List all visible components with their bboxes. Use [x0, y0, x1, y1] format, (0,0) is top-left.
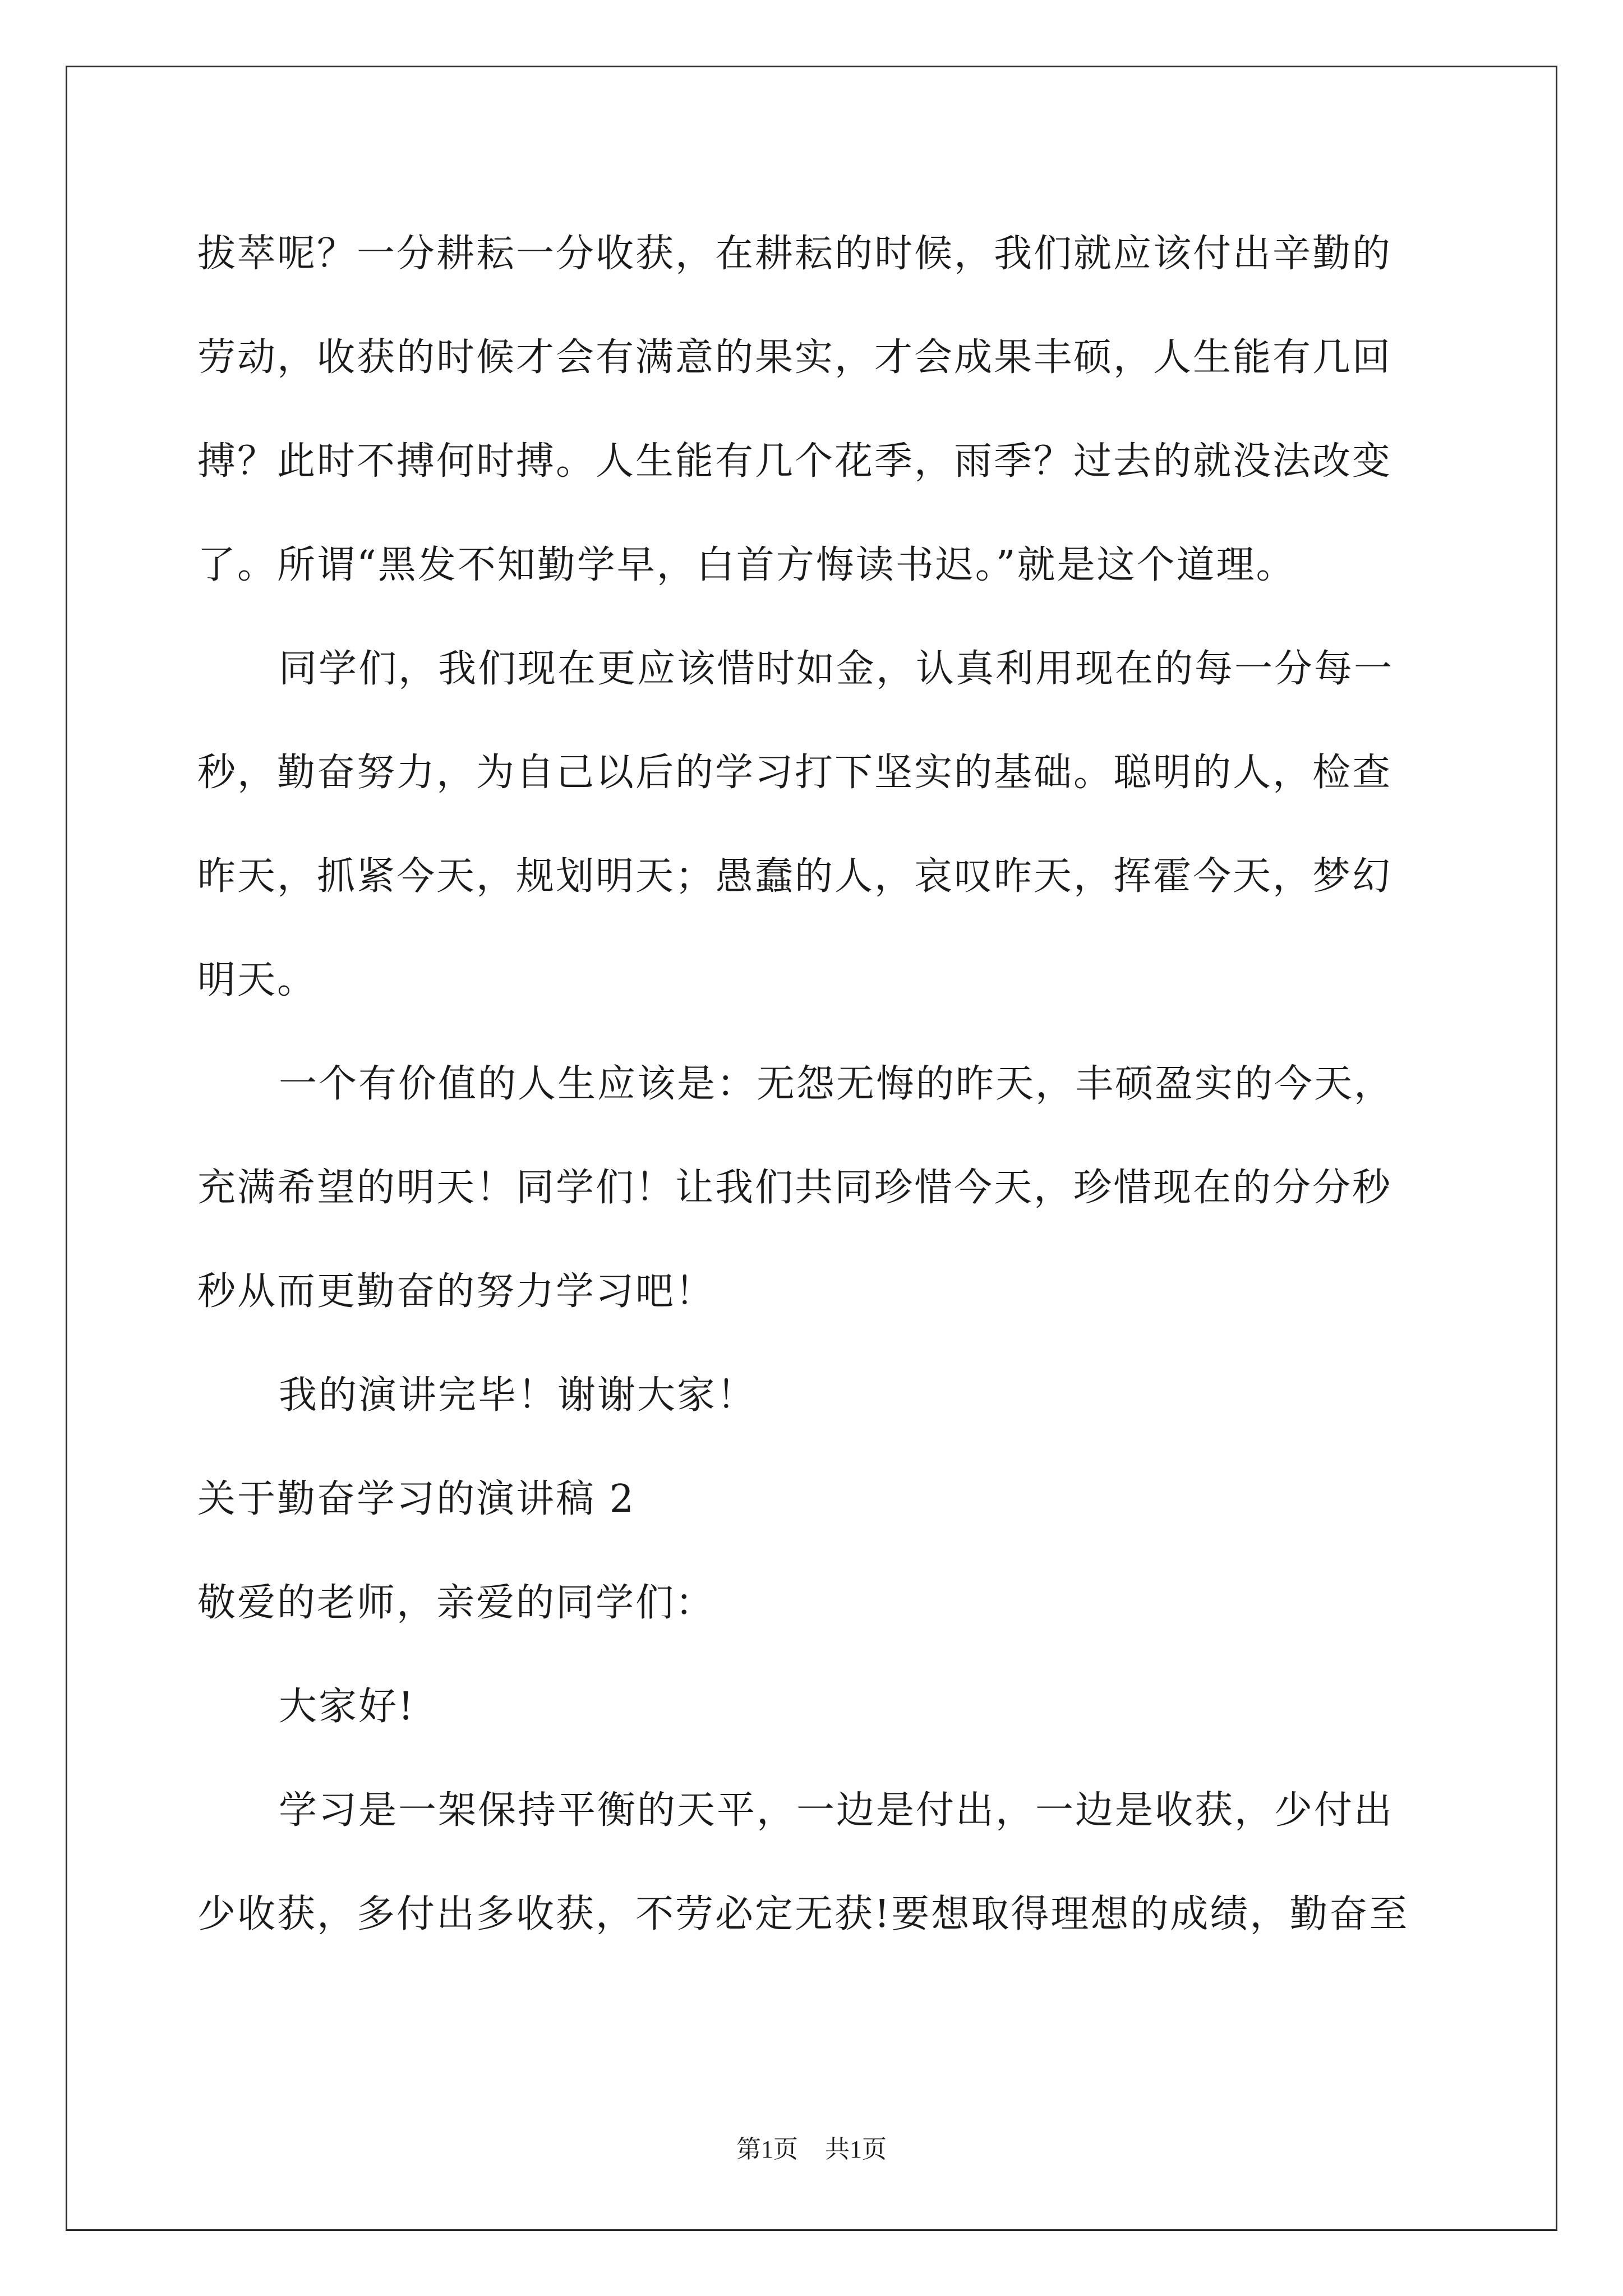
section-title: 关于勤奋学习的演讲稿 2 [197, 1477, 635, 1521]
page-footer [0, 2129, 1623, 2165]
text-line: 了。所谓“黑发不知勤学早，白首方悔读书迟。”就是这个道理。 [197, 543, 1296, 587]
paragraph-first-line: 学习是一架保持平衡的天平，一边是付出，一边是收获，少付出 [279, 1788, 1394, 1833]
page-number: 第1页 [736, 2136, 798, 2163]
text-line: 充满希望的明天！同学们！让我们共同珍惜今天，珍惜现在的分分秒 [197, 1166, 1393, 1210]
paragraph-first-line: 一个有价值的人生应该是：无怨无悔的昨天，丰硕盈实的今天， [279, 1062, 1394, 1106]
paragraph-first-line: 我的演讲完毕！谢谢大家！ [279, 1373, 757, 1418]
text-line: 昨天，抓紧今天，规划明天；愚蠢的人，哀叹昨天，挥霍今天，梦幻 [197, 854, 1393, 899]
text-line: 秒，勤奋努力，为自己以后的学习打下坚实的基础。聪明的人，检查 [197, 751, 1393, 795]
text-line: 明天。 [197, 958, 317, 1002]
greeting: 大家好! [279, 1685, 416, 1729]
page-total: 共1页 [825, 2136, 887, 2163]
paragraph-first-line: 同学们，我们现在更应该惜时如金，认真利用现在的每一分每一 [279, 647, 1394, 691]
document-body [197, 202, 1431, 1966]
text-line: 拔萃呢？一分耕耘一分收获，在耕耘的时候，我们就应该付出辛勤的 [197, 232, 1393, 276]
salutation: 敬爱的老师，亲爱的同学们： [197, 1581, 716, 1625]
text-line: 秒从而更勤奋的努力学习吧！ [197, 1269, 716, 1314]
text-line: 劳动，收获的时候才会有满意的果实，才会成果丰硕，人生能有几回 [197, 335, 1393, 380]
text-line: 搏？此时不搏何时搏。人生能有几个花季，雨季？过去的就没法改变 [197, 439, 1393, 484]
text-line: 少收获，多付出多收获，不劳必定无获!要想取得理想的成绩，勤奋至 [197, 1892, 1409, 1936]
